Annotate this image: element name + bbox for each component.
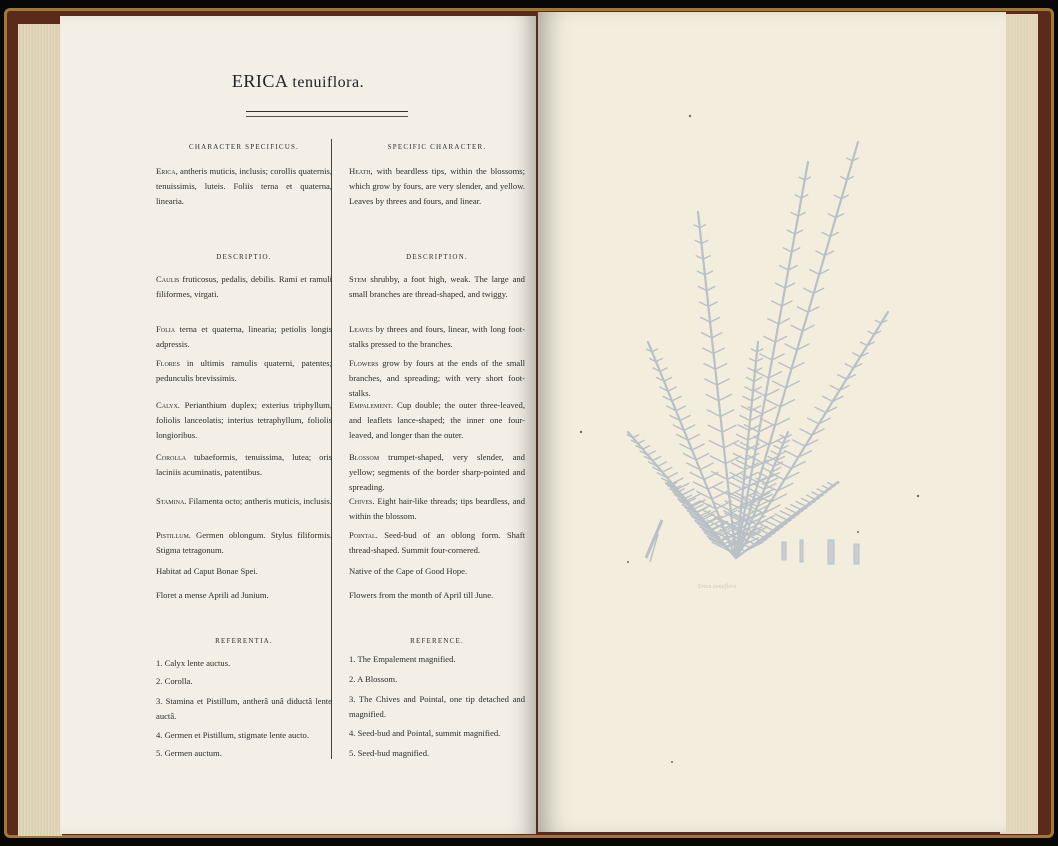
latin-item-stem: Caulis fruticosus, pedalis, debilis. Rami et ramuli filiformes, virgati. (156, 274, 333, 299)
genus-name: ERICA (231, 71, 288, 91)
english-item-stem: Stem shrubby, a foot high, weak. The large and small branches are thread-shaped, and twiggy. (349, 274, 525, 299)
english-item-native: Native of the Cape of Good Hope. (349, 566, 468, 576)
latin-description-heading: DESCRIPTIO. (216, 253, 272, 261)
english-character-heading: SPECIFIC CHARACTER. (387, 143, 487, 151)
latin-item-floret: Floret a mense Aprili ad Junium. (156, 590, 269, 600)
english-item-pointal: Pointal. Seed-bud of an oblong form. Shaft thread-shaped. Summit four-cornered. (349, 530, 525, 555)
english-character-text: Heath, with beardless tips, within the blossoms; which grow by fours, are very slender, and yellow. Leaves by threes and fours, and linear. (349, 166, 526, 206)
right-page-plate (538, 12, 1006, 832)
english-item-blossom: Blossom trumpet-shaped, very slender, and yellow; segments of the border sharp-pointed and spreading. (349, 452, 525, 492)
latin-character-heading: CHARACTER SPECIFICUS. (189, 143, 299, 151)
latin-reference-item: 1. Calyx lente auctus. (156, 658, 231, 668)
english-item-flowering: Flowers from the month of April till June. (349, 590, 494, 600)
latin-reference-item: 2. Corolla. (156, 676, 193, 686)
latin-item-corolla: Corolla tubaeformis, tenuissima, lutea; oris laciniis acuminatis, patentibus. (156, 452, 332, 477)
english-description-heading: DESCRIPTION. (406, 253, 468, 261)
latin-item-leaves: Folia terna et quaterna, linearia; petiolis longis adpressis. (156, 324, 332, 349)
english-reference-item: 3. The Chives and Pointal, one tip detached and magnified. (349, 694, 525, 719)
english-reference-item: 1. The Empalement magnified. (349, 654, 456, 664)
left-page (60, 16, 536, 834)
latin-reference-item: 5. Germen auctum. (156, 748, 222, 758)
english-item-empalement: Empalement. Cup double; the outer three-leaved, and leaflets lance-shaped; the inner one four-leaved, and longer than the outer. (349, 400, 525, 440)
english-item-leaves: Leaves by threes and fours, linear, with long foot-stalks pressed to the branches. (349, 324, 525, 349)
species-name: tenuiflora. (292, 74, 365, 91)
english-reference-heading: REFERENCE. (410, 637, 464, 645)
latin-item-calyx: Calyx. Perianthium duplex; exterius triphyllum, foliolis lanceolatis; interius tetraphyllum, foliolis longioribus. (156, 400, 332, 440)
english-reference-item: 2. A Blossom. (349, 674, 398, 684)
plate-caption-left: Erica tenuiflora (698, 584, 737, 590)
english-reference-item: 5. Seed-bud magnified. (349, 748, 430, 758)
latin-item-flowers: Flores in ultimis ramulis quaterni, patentes; pedunculis brevissimis. (156, 358, 333, 383)
latin-item-stamina: Stamina. Filamenta octo; antheris muticis, inclusis. (156, 496, 332, 506)
title-rule (246, 111, 408, 117)
latin-item-habitat: Habitat ad Caput Bonae Spei. (156, 566, 258, 576)
latin-item-pistillum: Pistillum. Germen oblongum. Stylus filiformis. Stigma tetragonum. (156, 530, 332, 555)
english-item-chives: Chives. Eight hair-like threads; tips beardless, and within the blossom. (349, 496, 525, 521)
heath-plant-illustration (538, 12, 1006, 832)
latin-reference-heading: REFERENTIA. (215, 637, 273, 645)
latin-character-text: Erica, antheris muticis, inclusis; corollis quaternis, tenuissimis, luteis. Foliis terna et quaterna, linearia. (156, 166, 332, 206)
english-item-flowers: Flowers grow by fours at the ends of the small branches, and spreading; with very short foot-stalks. (349, 358, 525, 398)
latin-reference-item: 3. Stamina et Pistillum, antherâ unâ diductâ lente auctâ. (156, 696, 332, 721)
left-page-edges (18, 24, 62, 836)
latin-reference-item: 4. Germen et Pistillum, stigmate lente aucto. (156, 730, 309, 740)
page-title (60, 71, 536, 92)
english-reference-item: 4. Seed-bud and Pointal, summit magnified. (349, 728, 501, 738)
